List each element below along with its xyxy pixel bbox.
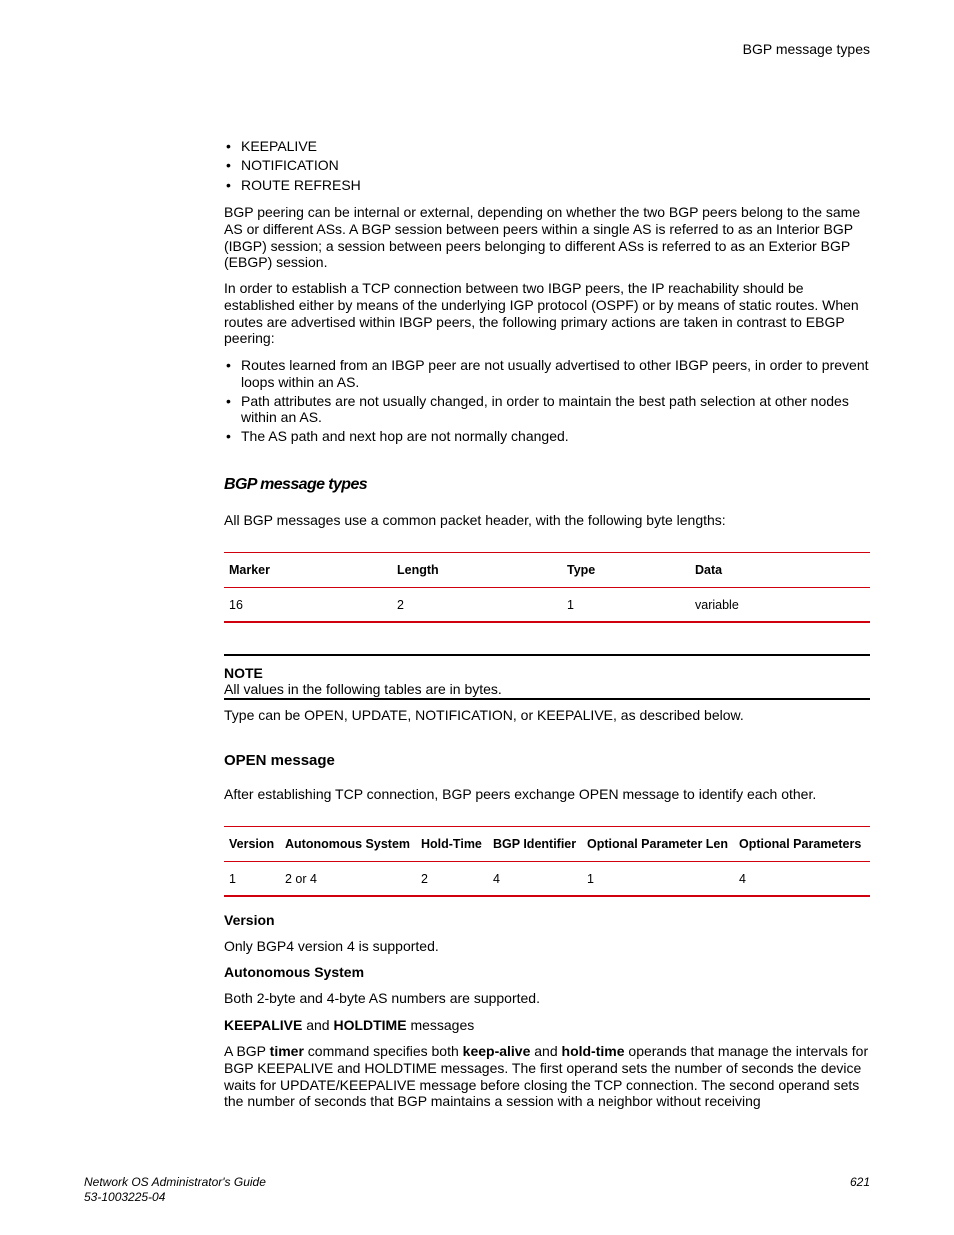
column-header: Optional Parameters bbox=[734, 827, 870, 862]
header-intro-paragraph: All BGP messages use a common packet header, with the following byte lengths: bbox=[224, 512, 726, 528]
as-heading: Autonomous System bbox=[224, 964, 365, 980]
column-header: Hold-Time bbox=[416, 827, 488, 862]
column-header: Marker bbox=[224, 553, 392, 588]
column-header: Data bbox=[690, 553, 870, 588]
table-row bbox=[224, 862, 870, 897]
column-header: Autonomous System bbox=[280, 827, 416, 862]
list-item: • ROUTE REFRESH bbox=[224, 177, 870, 194]
list-item: • NOTIFICATION bbox=[224, 157, 870, 174]
peering-paragraph: BGP peering can be internal or external, depending on whether the two BGP peers belong to the same AS or different ASs. A BGP session between peers within a single AS is referred to as an Interior BGP (IBGP) session; a session between peers belonging to different ASs is referred to as an Exterior BGP (EBGP) session. bbox=[224, 204, 861, 271]
table-cell: 16 bbox=[224, 588, 392, 623]
ibgp-paragraph: In order to establish a TCP connection between two IBGP peers, the IP reachability should be established either by means of the underlying IGP protocol (OSPF) or by means of static routes. When routes are advertised within IBGP peers, the following primary actions are taken in contrast to EBGP peering: bbox=[224, 280, 859, 347]
note-text: All values in the following tables are in bytes. bbox=[224, 681, 502, 697]
type-paragraph: Type can be OPEN, UPDATE, NOTIFICATION, or KEEPALIVE, as described below. bbox=[224, 707, 744, 723]
list-item: • KEEPALIVE bbox=[224, 138, 870, 155]
table-cell: variable bbox=[690, 588, 870, 623]
column-header: Version bbox=[224, 827, 280, 862]
note-label: NOTE bbox=[224, 665, 263, 681]
header-lengths-table bbox=[224, 552, 870, 623]
section-title: BGP message types bbox=[224, 476, 368, 493]
holdtime-term: HOLDTIME bbox=[333, 1017, 407, 1033]
keepalive-heading: KEEPALIVE and HOLDTIME messages bbox=[224, 1017, 475, 1033]
table-cell: 4 bbox=[488, 862, 582, 897]
footer bbox=[84, 1175, 266, 1205]
column-header: Optional Parameter Len bbox=[582, 827, 734, 862]
keepalive-term: KEEPALIVE bbox=[224, 1017, 303, 1033]
table-row bbox=[224, 588, 870, 623]
version-text: Only BGP4 version 4 is supported. bbox=[224, 938, 439, 954]
list-item: • Routes learned from an IBGP peer are not usually advertised to other IBGP peers, in order to prevent loops within an AS. bbox=[224, 357, 870, 391]
table-cell: 4 bbox=[734, 862, 870, 897]
column-header: Length bbox=[392, 553, 562, 588]
table-cell: 2 or 4 bbox=[280, 862, 416, 897]
note-box bbox=[224, 654, 870, 700]
table-cell: 1 bbox=[224, 862, 280, 897]
footer-doc-number: 53-1003225-04 bbox=[84, 1190, 166, 1204]
ibgp-action-list bbox=[224, 357, 870, 445]
running-header: BGP message types bbox=[742, 41, 870, 57]
page-number: 621 bbox=[849, 1175, 870, 1189]
table-cell: 2 bbox=[392, 588, 562, 623]
list-item: • The AS path and next hop are not normally changed. bbox=[224, 428, 870, 445]
table-cell: 2 bbox=[416, 862, 488, 897]
footer-doc-title: Network OS Administrator's Guide bbox=[84, 1175, 266, 1189]
open-message-table bbox=[224, 826, 870, 897]
timer-paragraph: A BGP timer command specifies both keep-alive and hold-time operands that manage the intervals for BGP KEEPALIVE and HOLDTIME messages. The first operand sets the number of seconds the device waits for UPDATE/KEEPALIVE message before closing the TCP connection. The second operand sets the number of seconds that BGP maintains a session with a neighbor without receiving bbox=[224, 1043, 869, 1110]
keep-alive-operand: keep-alive bbox=[462, 1043, 531, 1059]
table-cell: 1 bbox=[582, 862, 734, 897]
message-type-list bbox=[224, 138, 870, 193]
column-header: Type bbox=[562, 553, 690, 588]
hold-time-operand: hold-time bbox=[561, 1043, 625, 1059]
open-message-title: OPEN message bbox=[224, 752, 335, 769]
timer-command: timer bbox=[269, 1043, 304, 1059]
table-header-row bbox=[224, 553, 870, 588]
table-header-row bbox=[224, 827, 870, 862]
column-header: BGP Identifier bbox=[488, 827, 582, 862]
table-cell: 1 bbox=[562, 588, 690, 623]
open-paragraph: After establishing TCP connection, BGP peers exchange OPEN message to identify each other. bbox=[224, 786, 817, 802]
version-heading: Version bbox=[224, 912, 275, 928]
list-item: • Path attributes are not usually changed, in order to maintain the best path selection at other nodes within an AS. bbox=[224, 393, 870, 427]
as-text: Both 2-byte and 4-byte AS numbers are supported. bbox=[224, 990, 540, 1006]
